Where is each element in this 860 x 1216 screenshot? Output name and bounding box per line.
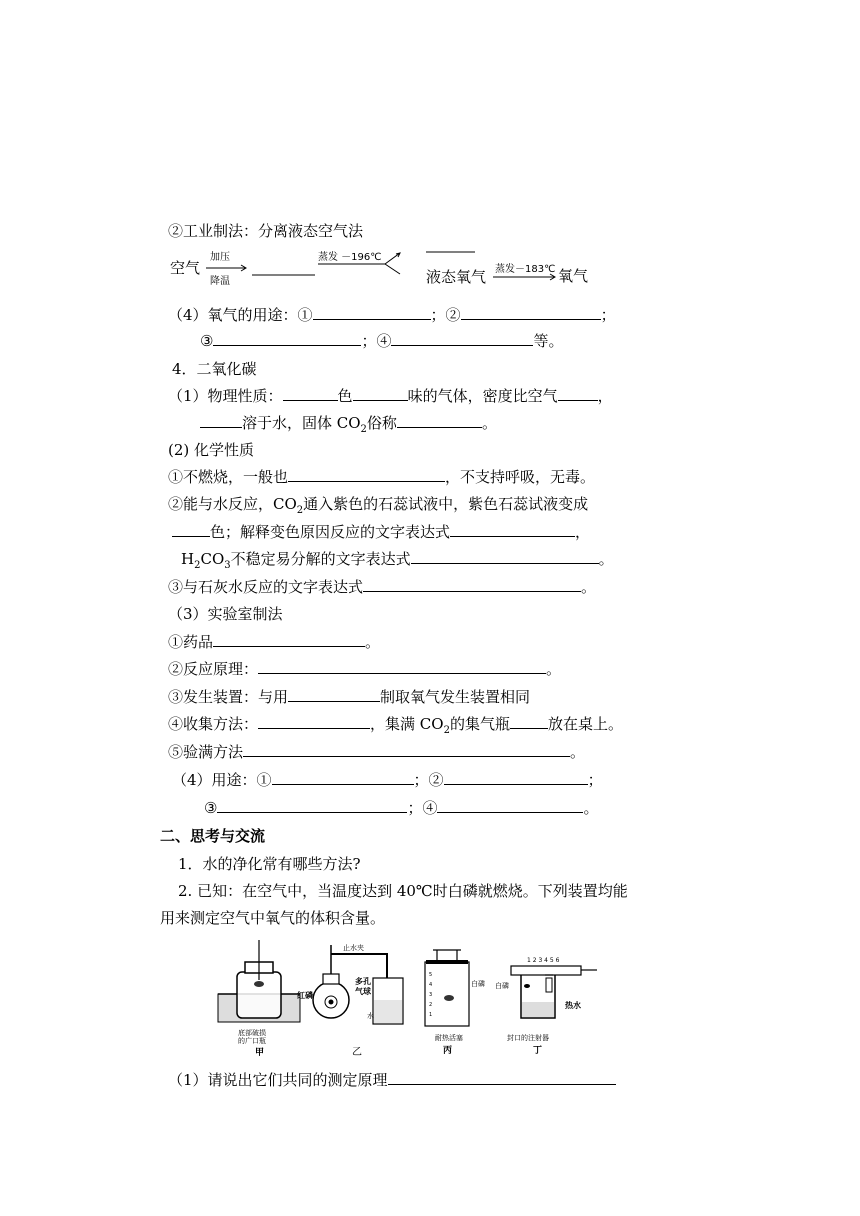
co2-lab-5: ⑤验满方法 。 — [168, 743, 586, 761]
jia-caption-1: 底部破损 — [238, 1029, 266, 1037]
blank[interactable] — [243, 742, 570, 757]
question-1: 1．水的净化常有哪些方法? — [178, 855, 361, 873]
yi-balloon-1: 多孔 — [355, 977, 371, 986]
question-2-line-1: 2. 已知：在空气中，当温度达到 40℃时白磷就燃烧。下列装置均能 — [178, 882, 628, 900]
co2-lab-3: ③发生装置：与用 制取氧气发生装置相同 — [168, 688, 531, 706]
blank[interactable] — [213, 632, 365, 647]
co2-lab-heading: （3）实验室制法 — [168, 605, 283, 623]
yi-water: 水 — [367, 1012, 374, 1020]
yi-clamp: 止水夹 — [343, 944, 364, 952]
co2-heading: 4．二氧化碳 — [172, 360, 257, 378]
flow-liquid-oxygen: 液态氧气 — [426, 268, 487, 286]
bing-caption: 耐热活塞 — [435, 1034, 463, 1042]
co2-chem-1: ①不燃烧，一般也 ，不支持呼吸，无毒。 — [168, 468, 596, 486]
blank[interactable] — [437, 798, 583, 813]
flow-pressurize: 加压 — [210, 252, 230, 263]
flow-air: 空气 — [170, 259, 201, 277]
oxygen-measurement-apparatus — [215, 940, 600, 1060]
blank[interactable] — [272, 770, 414, 785]
svg-text:4: 4 — [429, 982, 433, 988]
industrial-method-line: ②工业制法：分离液态空气法 — [168, 222, 364, 240]
ding-hot-water: 热水 — [565, 1001, 581, 1010]
co2-physical-line-1: （1）物理性质： 色 味的气体，密度比空气 ， — [168, 387, 613, 405]
question-2-line-2: 用来测定空气中氧气的体积含量。 — [160, 909, 386, 927]
yi-label: 乙 — [352, 1047, 362, 1058]
blank[interactable] — [510, 714, 548, 729]
question-2-sub-1: （1）请说出它们共同的测定原理 — [168, 1070, 616, 1090]
blank[interactable] — [258, 659, 546, 674]
apparatus-ding — [495, 957, 597, 1056]
svg-text:1: 1 — [429, 1012, 433, 1018]
flow-cool: 降温 — [210, 276, 230, 287]
apparatus-bing — [425, 950, 485, 1056]
jia-caption-2: 的广口瓶 — [238, 1037, 266, 1045]
oxygen-uses-line-1: （4）氧气的用途：① ；② ； — [168, 306, 616, 324]
blank[interactable] — [217, 798, 407, 813]
air-separation-diagram — [160, 246, 600, 292]
blank[interactable] — [313, 305, 431, 320]
yi-red-p: 红磷 — [297, 991, 313, 1000]
blank[interactable] — [283, 386, 338, 401]
co2-uses-line-1: （4）用途：① ；② ； — [172, 771, 603, 789]
svg-text:3: 3 — [429, 992, 433, 998]
blank[interactable] — [288, 467, 445, 482]
co2-chem-2c: $H_2CO_3$不稳定易分解的文字表达式 。 — [181, 550, 614, 571]
blank[interactable] — [353, 386, 408, 401]
oxygen-uses-line-2: ③ ；④ 等。 — [200, 332, 564, 350]
blank[interactable] — [258, 714, 370, 729]
co2-lab-1: ①药品 。 — [168, 633, 381, 651]
co2-chem-2a: ②能与水反应，$CO_2$通入紫色的石蕊试液中，紫色石蕊试液变成 — [168, 495, 589, 516]
apparatus-jia — [218, 940, 300, 1058]
svg-text:2: 2 — [429, 1002, 433, 1008]
ding-caption: 封口的注射器 — [507, 1034, 549, 1042]
apparatus-yi — [297, 943, 403, 1058]
yi-balloon-2: 气球 — [355, 987, 371, 996]
co2-uses-line-2: ③ ；④ 。 — [204, 799, 599, 817]
blank[interactable] — [288, 687, 380, 702]
bing-white-p: 白磷 — [471, 980, 485, 988]
blank[interactable] — [388, 1070, 616, 1085]
blank[interactable] — [444, 770, 588, 785]
blank[interactable] — [200, 413, 242, 428]
ding-scale: 1 2 3 4 5 6 — [527, 957, 560, 964]
blank[interactable] — [363, 577, 581, 592]
blank[interactable] — [558, 386, 598, 401]
bing-label: 丙 — [443, 1046, 453, 1056]
co2-lab-4: ④收集方法： ，集满 $CO_2$的集气瓶 放在桌上。 — [168, 715, 623, 736]
think-heading: 二、思考与交流 — [160, 827, 266, 845]
flow-oxygen: 氧气 — [558, 267, 589, 285]
blank[interactable] — [397, 413, 482, 428]
flow-evap2: 蒸发－183℃ — [495, 264, 556, 275]
svg-text:5: 5 — [429, 972, 433, 978]
blank[interactable] — [172, 522, 210, 537]
blank[interactable] — [213, 331, 361, 346]
blank[interactable] — [411, 549, 599, 564]
flow-evap1: 蒸发 －196℃ — [318, 252, 382, 263]
jia-label: 甲 — [255, 1048, 265, 1058]
co2-lab-2: ②反应原理： 。 — [168, 660, 562, 678]
blank[interactable] — [461, 305, 601, 320]
blank[interactable] — [391, 331, 533, 346]
ding-white-p: 白磷 — [495, 982, 509, 990]
ding-label: 丁 — [533, 1046, 543, 1056]
co2-chem-2b: 色；解释变色原因反应的文字表达式 ， — [172, 522, 590, 542]
co2-physical-line-2: 溶于水，固体 $CO_2$俗称 。 — [200, 413, 497, 433]
co2-chem-3: ③与石灰水反应的文字表达式 。 — [168, 578, 597, 596]
blank[interactable] — [450, 522, 575, 537]
co2-chem-heading: (2) 化学性质 — [168, 441, 255, 459]
